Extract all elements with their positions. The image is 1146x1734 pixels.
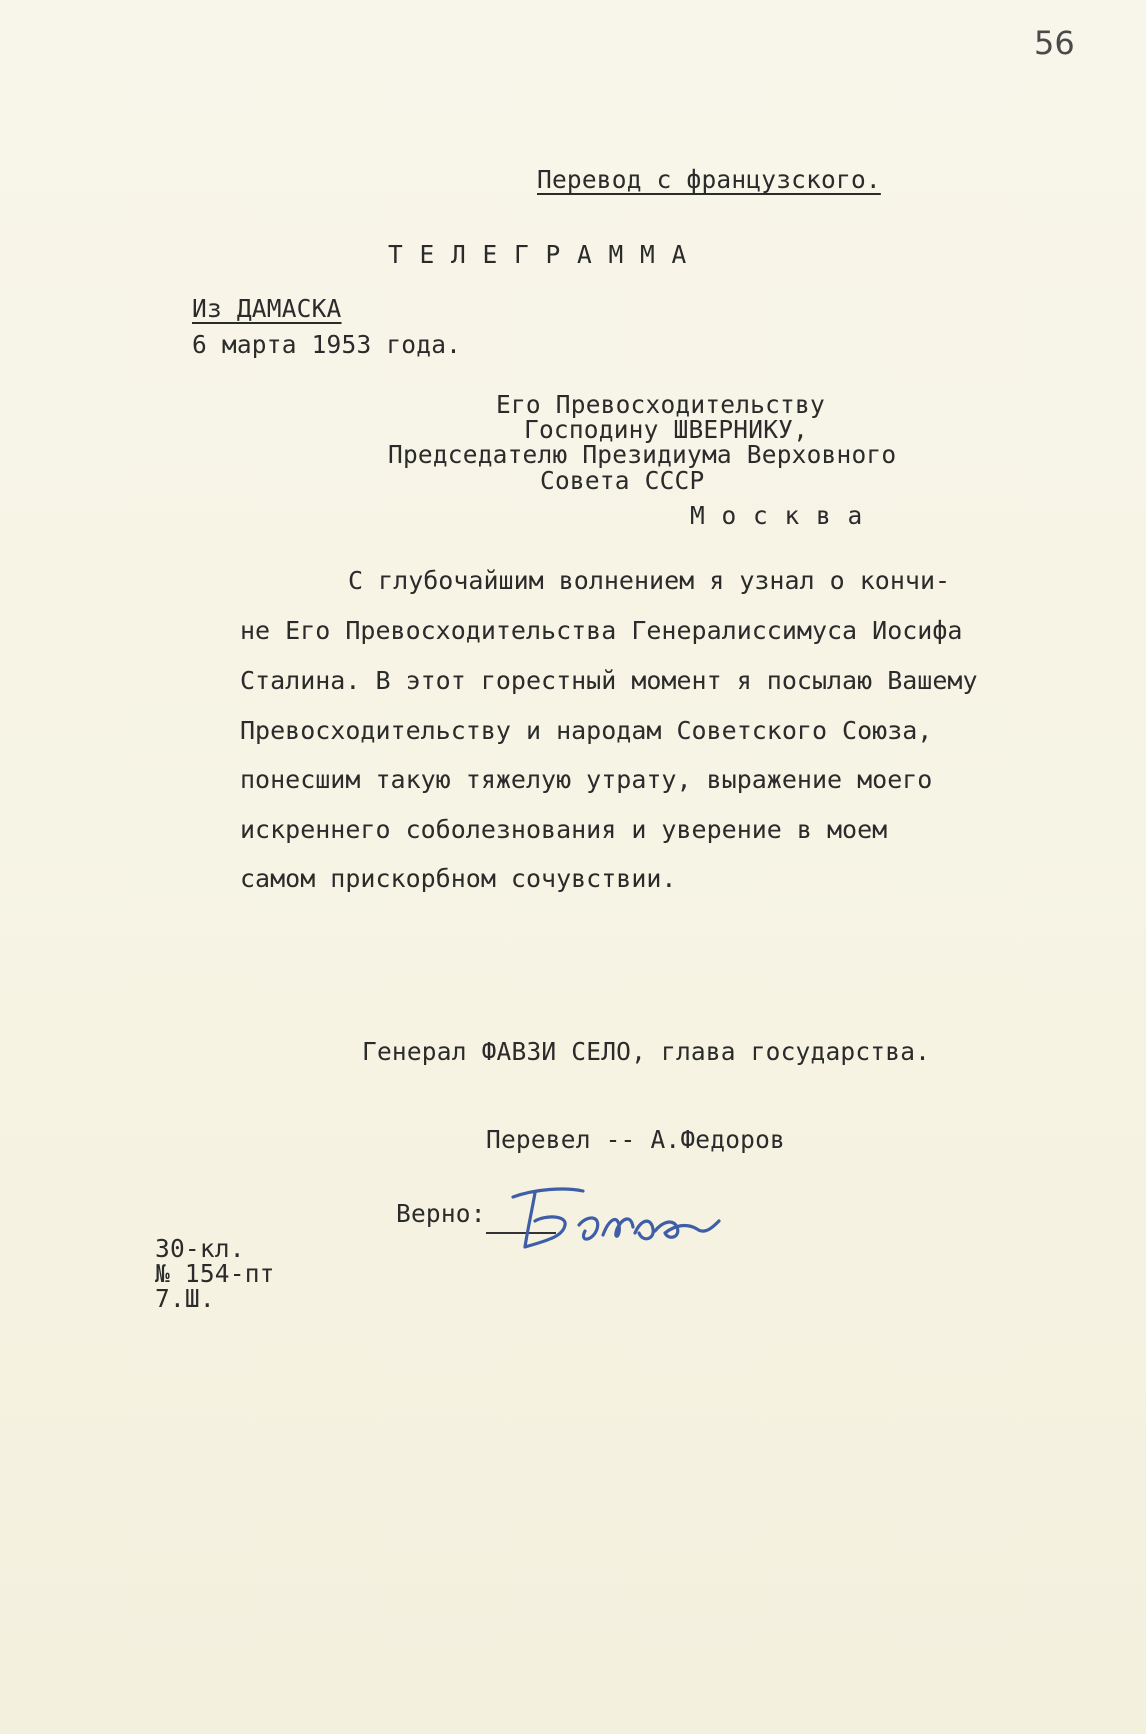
body-line-2: не Его Превосходительства Генералиссимуса Иосифа <box>240 616 963 645</box>
body-line-1: С глубочайшим волнением я узнал о кончи- <box>348 566 951 595</box>
address-line-4: Совета СССР <box>540 466 705 495</box>
body-line-5: понесшим такую тяжелую утрату, выражение моего <box>240 765 933 794</box>
body-line-3: Сталина. В этот горестный момент я посылаю Вашему <box>240 666 978 695</box>
translation-header: Перевод с французского. <box>537 165 881 194</box>
footer-line-2: № 154-пт <box>155 1259 275 1288</box>
footer-line-3: 7.Ш. <box>155 1284 215 1313</box>
telegram-origin: Из ДАМАСКА <box>192 294 342 323</box>
address-line-3: Председателю Президиума Верховного <box>388 440 897 469</box>
telegram-date: 6 марта 1953 года. <box>192 330 462 359</box>
footer-line-1: 30-кл. <box>155 1234 245 1263</box>
address-city: М о с к в а <box>690 501 864 530</box>
handwritten-signature-icon <box>505 1185 765 1255</box>
body-line-7: самом прискорбном сочувствии. <box>240 864 677 893</box>
document-type-title: Т Е Л Е Г Р А М М А <box>388 240 688 269</box>
sender-signature-line: Генерал ФАВЗИ СЕЛО, глава государства. <box>362 1037 931 1066</box>
translator-line: Перевел -- А.Федоров <box>486 1125 786 1154</box>
certified-label: Верно: <box>396 1199 486 1228</box>
address-line-2: Господину ШВЕРНИКУ, <box>524 415 809 444</box>
address-line-1: Его Превосходительству <box>496 390 825 419</box>
body-line-4: Превосходительству и народам Советского Союза, <box>240 716 933 745</box>
body-line-6: искреннего соболезнования и уверение в моем <box>240 815 888 844</box>
page-number: 56 <box>1034 24 1075 62</box>
